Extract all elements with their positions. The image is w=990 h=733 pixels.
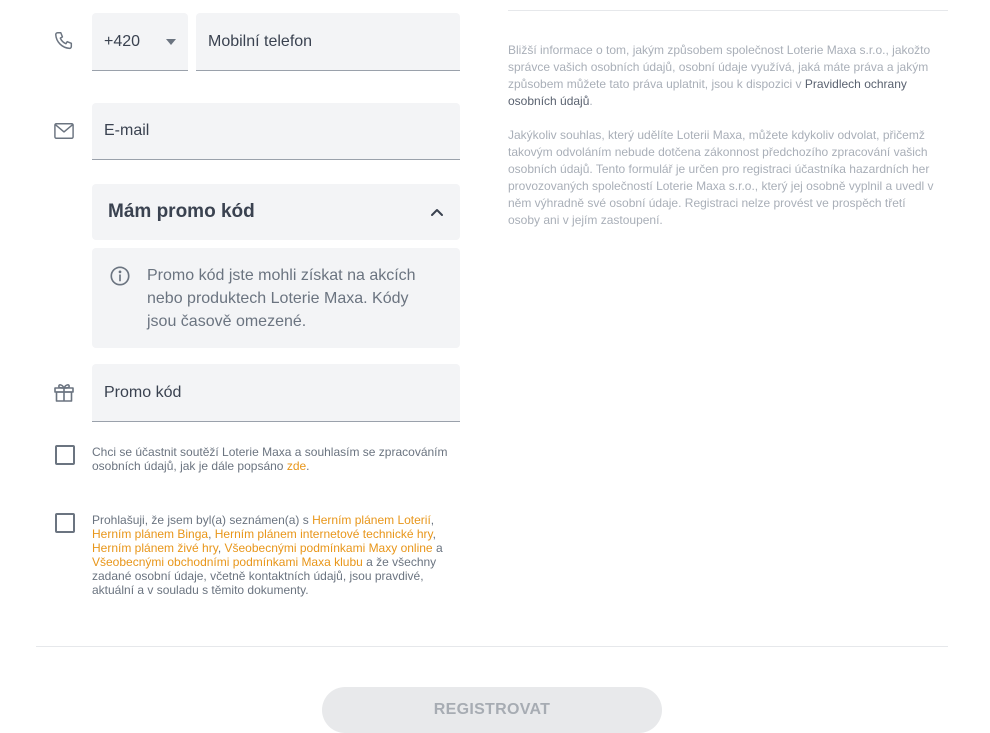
online-terms-link[interactable]: Všeobecnými podmínkami Maxy online	[224, 541, 433, 555]
promo-code-field[interactable]	[92, 364, 460, 422]
email-input[interactable]	[92, 103, 460, 159]
promo-info-box	[92, 248, 460, 348]
competition-consent-text: Chci se účastnit soutěží Loterie Maxa a souhlasím se zpracováním osobních údajů, jak je dále popsáno zde.	[92, 445, 448, 473]
live-game-plan-link[interactable]: Herním plánem živé hry	[92, 541, 218, 555]
phone-input[interactable]	[196, 13, 460, 70]
phone-field[interactable]	[196, 13, 460, 71]
chevron-up-icon	[430, 208, 444, 217]
club-terms-link[interactable]: Všeobecnými obchodními podmínkami Maxa klubu	[92, 555, 363, 569]
internet-game-plan-link[interactable]: Herním plánem internetové technické hry	[214, 527, 433, 541]
phone-prefix-value: +420	[104, 32, 141, 50]
promo-code-toggle[interactable]	[92, 184, 460, 240]
top-right-divider	[508, 10, 948, 11]
promo-code-title: Mám promo kód	[108, 201, 255, 222]
email-field[interactable]	[92, 103, 460, 160]
mail-icon	[53, 121, 75, 146]
caret-down-icon	[166, 39, 176, 45]
gift-icon	[52, 380, 76, 409]
phone-prefix-select[interactable]	[92, 13, 188, 71]
privacy-policy-link[interactable]: Pravidlech ochrany osobních údajů	[508, 77, 907, 108]
register-button[interactable]: REGISTROVAT	[322, 687, 662, 733]
bingo-plan-link[interactable]: Herním plánem Binga	[92, 527, 209, 541]
phone-icon	[53, 30, 75, 57]
bottom-divider	[36, 646, 948, 647]
consent-withdrawal-text: Jakýkoliv souhlas, který udělíte Loterii Maxa, můžete kdykoliv odvolat, přičemž takovým odvoláním nebude dotčena zákonnost předchozího zpracování vašich osobních údajů. Tento formulář je určen pro registraci účastníka hazardních her provozovaných společností Loterie Maxa s.r.o., který jej osobně vyplnil a uvedl v něm výhradně své osobní údaje. Registraci nelze provést ve prospěch třetí osoby ani v jejím zastoupení.	[508, 128, 934, 227]
promo-info-text: Promo kód jste mohli získat na akcích nebo produktech Loterie Maxa. Kódy jsou časově omezené.	[147, 267, 416, 330]
terms-consent-text: Prohlašuji, že jsem byl(a) seznámen(a) s Herním plánem Loterií, Herním plánem Binga, Herním plánem internetové technické hry, Herním plánem živé hry, Všeobecnými podmínkami Maxy online a Všeobecnými obchodními podmínkami Maxa klubu a že všechny zadané osobní údaje, včetně kontaktních údajů, jsou pravdivé, aktuální a v souladu s těmito dokumenty.	[92, 513, 443, 597]
competition-consent-checkbox[interactable]	[55, 445, 75, 465]
consent-details-link[interactable]: zde	[286, 459, 307, 473]
lottery-plan-link[interactable]: Herním plánem Loterií	[312, 513, 431, 527]
privacy-info-text: Bližší informace o tom, jakým způsobem společnost Loterie Maxa s.r.o., jakožto správce vašich osobních údajů, osobní údaje využívá, jaká máte práva a jakým způsobem můžete tato práva uplatnit, jsou k dispozici v Pravidlech ochrany osobních údajů.	[508, 43, 931, 108]
terms-consent-checkbox[interactable]	[55, 513, 75, 533]
promo-code-input[interactable]	[92, 364, 460, 421]
info-icon	[109, 265, 131, 292]
